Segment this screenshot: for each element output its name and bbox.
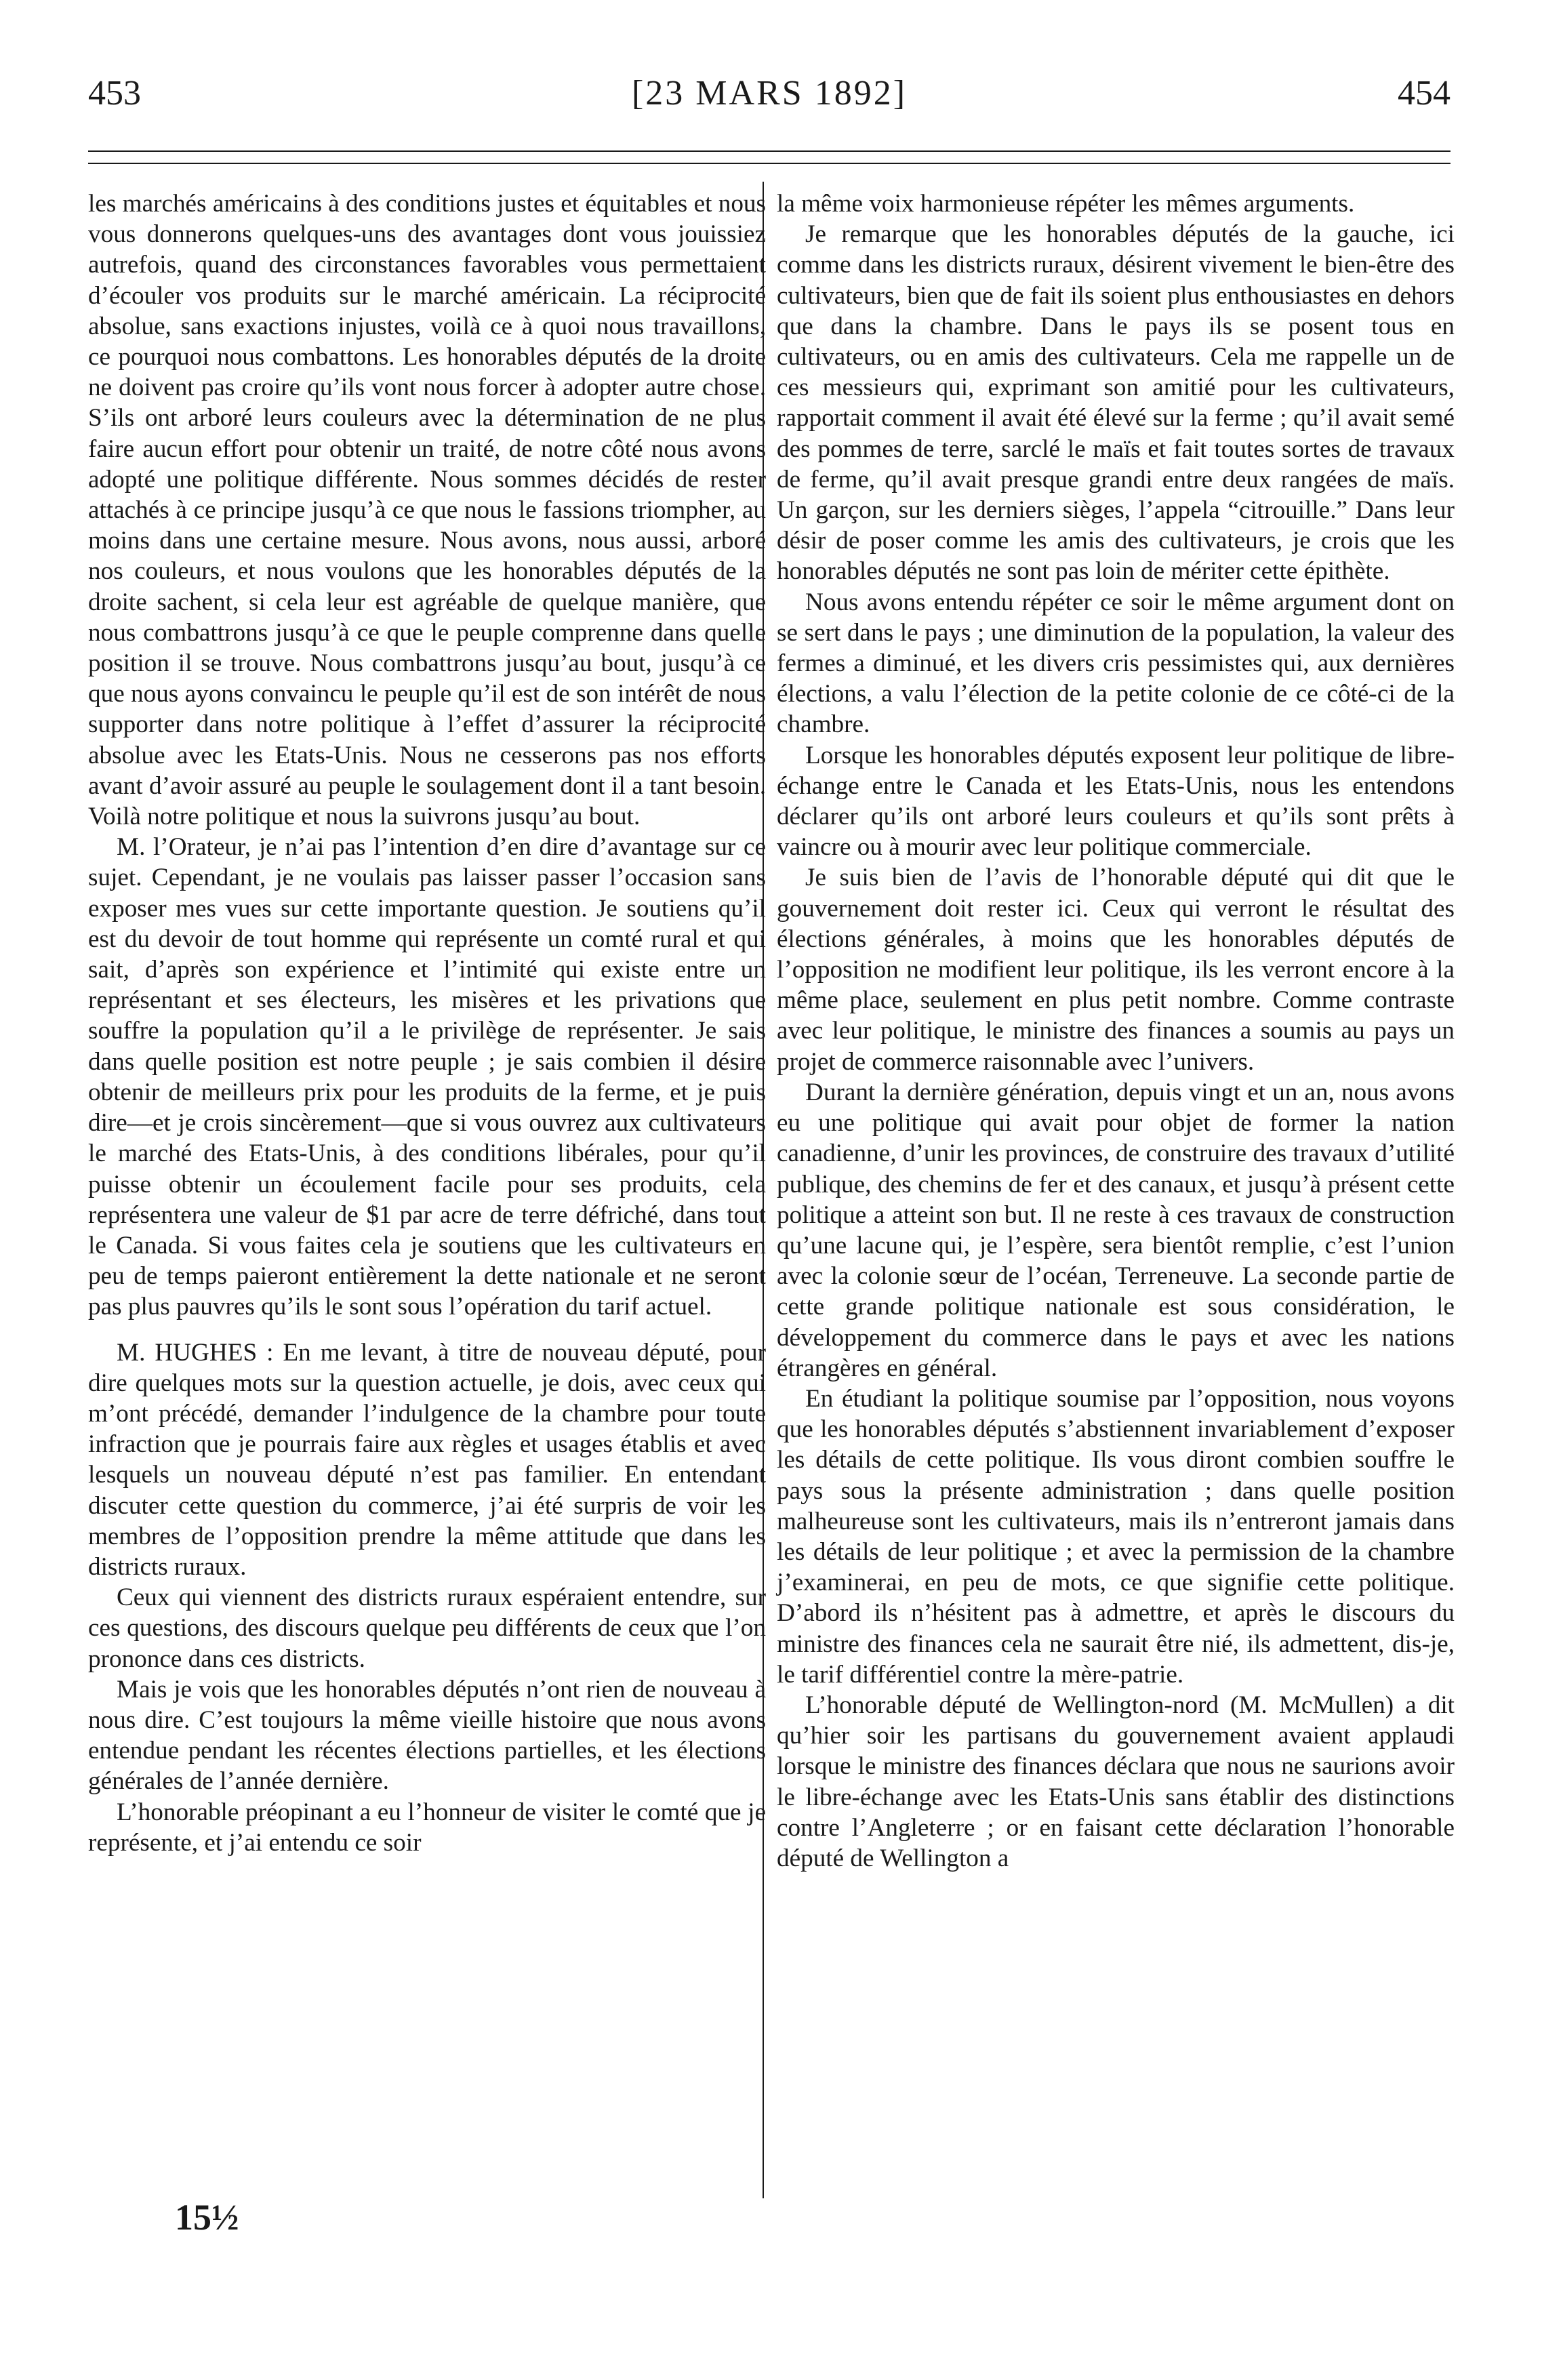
paragraph: Durant la dernière génération, depuis vingt et un an, nous avons eu une politique qui avait pour objet de former la nation canadienne, d’unir les provinces, de construire des travaux d’utilité publique, des chemins de fer et des canaux, et jusqu’à présent cette politique a atteint son but. Il ne reste à ces travaux de construction qu’une lacune qui, je l’espère, sera bientôt remplie, c’est l’union avec la colonie sœur de l’océan, Terreneuve. La seconde partie de cette grande politique nationale est sous considération, le développement du commerce dans le pays et avec les nations étrangères en général.	[777, 1078, 1455, 1382]
paragraph: Je suis bien de l’avis de l’honorable député qui dit que le gouvernement doit rester ici. Ceux qui verront le résultat des élections générales, à moins que les honorables députés de l’opposition ne modifient leur politique, ils les verront encore à la même place, seulement en plus petit nombre. Comme contraste avec leur politique, le ministre des finances a soumis au pays un projet de commerce raisonnable avec l’univers.	[777, 864, 1455, 1076]
paragraph: les marchés américains à des conditions justes et équitables et nous vous donnerons quelques-uns des avantages dont vous jouissiez autrefois, quand des circonstances favorables vous permettaient d’écouler vos produits sur le marché américain. La réciprocité absolue, sans exactions injustes, voilà ce à quoi nous travaillons, ce pourquoi nous combattons. Les honorables députés de la droite ne doivent pas croire qu’ils vont nous forcer à adopter autre chose. S’ils ont arboré leurs couleurs avec la détermination de ne plus faire aucun effort pour obtenir un traité, de notre côté nous avons adopté une politique différente. Nous sommes décidés de rester attachés à ce principe jusqu’à ce que nous le fassions triompher, au moins dans une certaine mesure. Nous avons, nous aussi, arboré nos couleurs, et nous voulons que les honorables députés de la droite sachent, si cela leur est agréable de quelque manière, que nous combattrons jusqu’à ce que le peuple comprenne dans quelle position il se trouve. Nous combattrons jusqu’au bout, jusqu’à ce que nous ayons convaincu le peuple qu’il est de son intérêt de nous supporter dans notre politique à l’effet d’assurer la réciprocité absolue avec les Etats-Unis. Nous ne cesserons pas nos efforts avant d’avoir assuré au peuple le soulagement dont il a tant besoin. Voilà notre politique et nous la suivrons jusqu’au bout.	[88, 190, 766, 831]
paragraph-speaker-hughes: M. HUGHES : En me levant, à titre de nouveau député, pour dire quelques mots sur la question actuelle, je dois, avec ceux qui m’ont précédé, demander l’indulgence de la chambre pour toute infraction que je pourrais faire aux règles et usages établis et avec lesquels un nouveau député n’est pas familier. En entendant discuter cette question du commerce, j’ai été surpris de voir les membres de l’opposition prendre la même attitude que dans les districts ruraux.	[88, 1338, 766, 1581]
right-column	[777, 188, 1455, 1874]
page-number-right: 454	[1398, 74, 1450, 113]
page-header	[88, 73, 1450, 121]
paragraph: Nous avons entendu répéter ce soir le même argument dont on se sert dans le pays ; une diminution de la population, la valeur des fermes a diminué, et les divers cris pessimistes qui, aux dernières élections, a valu l’élection de la petite colonie de ce côté-ci de la chambre.	[777, 588, 1455, 739]
paragraph: L’honorable préopinant a eu l’honneur de visiter le comté que je représente, et j’ai entendu ce soir	[88, 1798, 766, 1857]
paragraph: L’honorable député de Wellington-nord (M. McMullen) a dit qu’hier soir les partisans du gouvernement avaient applaudi lorsque le ministre des finances déclara que nous ne saurions avoir le libre-échange avec les Etats-Unis sans établir des distinctions contre l’Angleterre ; or en faisant cette déclaration l’honorable député de Wellington a	[777, 1691, 1455, 1872]
signature-mark: 15½	[175, 2197, 239, 2238]
header-rule-bottom	[88, 163, 1450, 164]
header-rule-top	[88, 150, 1450, 152]
column-divider	[763, 182, 764, 2198]
paragraph: Ceux qui viennent des districts ruraux espéraient entendre, sur ces questions, des discours quelque peu différents de ceux que l’on prononce dans ces districts.	[88, 1584, 766, 1673]
left-column	[88, 188, 766, 1858]
paragraph: En étudiant la politique soumise par l’opposition, nous voyons que les honorables députés s’abstiennent invariablement d’exposer les détails de cette politique. Ils vous diront combien souffre le pays sous la présente administration ; dans quelle position malheureuse sont les cultivateurs, mais ils n’entreront jamais dans les détails de leur politique ; et avec la permission de la chambre j’examinerai, en peu de mots, ce que signifie cette politique. D’abord ils n’hésitent pas à admettre, et après le discours du ministre des finances cela ne saurait être nié, ils admettent, dis-je, le tarif différentiel contre la mère-patrie.	[777, 1384, 1455, 1689]
paragraph: Mais je vois que les honorables députés n’ont rien de nouveau à nous dire. C’est toujours la même vieille histoire que nous avons entendue pendant les récentes élections partielles, et les élections générales de l’année dernière.	[88, 1675, 766, 1796]
paragraph: la même voix harmonieuse répéter les mêmes arguments.	[777, 190, 1355, 218]
header-date: [23 MARS 1892]	[631, 74, 908, 113]
paragraph: M. l’Orateur, je n’ai pas l’intention d’en dire d’avantage sur ce sujet. Cependant, je ne voulais pas laisser passer l’occasion sans exposer mes vues sur cette importante question. Je soutiens qu’il est du devoir de tout homme qui représente un comté rural et qui sait, d’après son expérience et l’intimité qui existe entre un représentant et ses électeurs, les misères et les privations que souffre la population qu’il a le privilège de représenter. Je sais dans quelle position est notre peuple ; je sais combien il désire obtenir de meilleurs prix pour les produits de la ferme, et je puis dire—et je crois sincèrement—que si vous ouvrez aux cultivateurs le marché des Etats-Unis, à des conditions libérales, pour qu’il puisse obtenir un écoulement facile pour ses produits, cela représentera une valeur de $1 par acre de terre défriché, dans tout le Canada. Si vous faites cela je soutiens que les cultivateurs en peu de temps paieront entièrement la dette nationale et ne seront pas plus pauvres qu’ils le sont sous l’opération du tarif actuel.	[88, 833, 766, 1321]
paragraph: Je remarque que les honorables députés de la gauche, ici comme dans les districts ruraux, désirent vivement le bien-être des cultivateurs, bien que de fait ils soient plus enthousiastes en dehors que dans la chambre. Dans le pays ils se posent tous en cultivateurs, ou en amis des cultivateurs. Cela me rappelle un de ces messieurs qui, exprimant son amitié pour les cultivateurs, rapportait comment il avait été élevé sur la ferme ; qu’il avait semé des pommes de terre, sarclé le maïs et fait toutes sortes de travaux de ferme, qu’il avait presque grandi entre deux rangées de maïs. Un garçon, sur les derniers sièges, l’appela “citrouille.” Dans leur désir de poser comme les amis des cultivateurs, je crois que les honorables députés ne sont pas loin de mériter cette épithète.	[777, 220, 1455, 586]
paragraph: Lorsque les honorables députés exposent leur politique de libre-échange entre le Canada et les Etats-Unis, nous les entendons déclarer qu’ils ont arboré leurs couleurs et qu’ils sont prêts à vaincre ou à mourir avec leur politique commerciale.	[777, 741, 1455, 862]
page-number-left: 453	[88, 74, 141, 113]
